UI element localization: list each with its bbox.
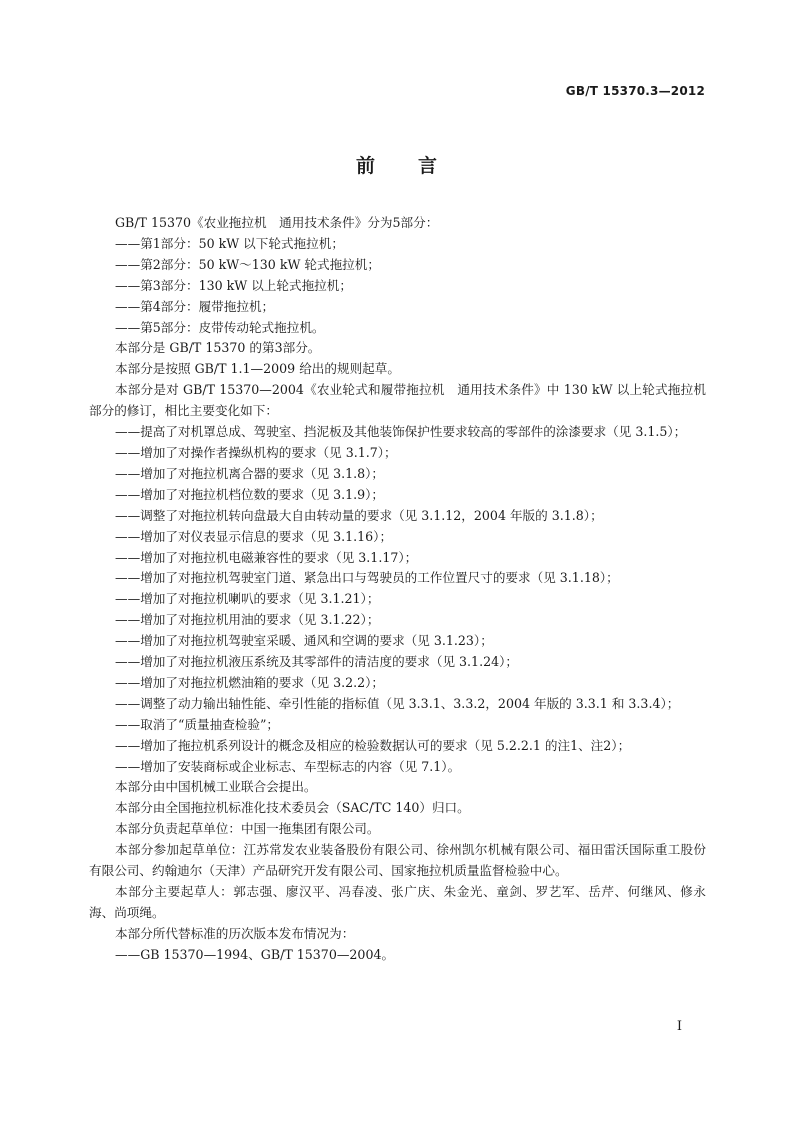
change-item: ——增加了对仪表显示信息的要求（见 3.1.16）； [115, 528, 393, 544]
title-char-1: 前 [355, 155, 376, 177]
change-item: ——调整了对拖拉机转向盘最大自由转动量的要求（见 3.1.12，2004 年版的 3.1.8）； [115, 507, 603, 523]
change-item: ——增加了对拖拉机驾驶室采暖、通风和空调的要求（见 3.1.23）； [115, 633, 493, 649]
change-item: ——增加了对拖拉机驾驶室门道、紧急出口与驾驶员的工作位置尺寸的要求（见 3.1.18）； [115, 570, 619, 586]
list-item: ——GB 15370—1994、GB/T 15370—2004。 [115, 946, 395, 962]
intro-paragraph: GB/T 15370《农业拖拉机 通用技术条件》分为5部分： [115, 215, 439, 230]
change-item: ——增加了安装商标或企业标志、车型标志的内容（见 7.1）。 [115, 758, 461, 774]
change-item: ——增加了对拖拉机离合器的要求（见 3.1.8）； [115, 465, 385, 481]
change-item: ——增加了对拖拉机档位数的要求（见 3.1.9）； [115, 486, 385, 502]
list-item: ——第5部分：皮带传动轮式拖拉机。 [115, 319, 325, 335]
paragraph: 本部分是按照 GB/T 1.1—2009 给出的规则起草。 [115, 361, 400, 377]
standard-number: GB/T 15370.3—2012 [565, 84, 705, 98]
title-char-2: 言 [418, 155, 439, 177]
paragraph: 本部分是 GB/T 15370 的第3部分。 [115, 340, 321, 356]
paragraph: 本部分主要起草人：郭志强、廖汉平、冯春凌、张广庆、朱金光、童剑、罗艺军、岳芹、何继风、修永海、尚项绳。 [89, 884, 706, 920]
page-number: I [676, 1019, 682, 1034]
paragraph: 本部分是对 GB/T 15370—2004《农业轮式和履带拖拉机 通用技术条件》中 130 kW 以上轮式拖拉机部分的修订，相比主要变化如下： [89, 382, 706, 419]
paragraph: 本部分由全国拖拉机标准化技术委员会（SAC/TC 140）归口。 [115, 800, 470, 816]
change-item: ——增加了对拖拉机喇叭的要求（见 3.1.21）； [115, 591, 380, 607]
list-item: ——第3部分：130 kW 以上轮式拖拉机； [115, 277, 352, 293]
change-item: ——增加了对操作者操纵机构的要求（见 3.1.7）； [115, 444, 397, 460]
foreword-body [89, 213, 706, 966]
change-item: ——增加了对拖拉机液压系统及其零部件的清洁度的要求（见 3.1.24）； [115, 654, 518, 670]
page-title [0, 151, 794, 178]
change-item: ——调整了动力输出轴性能、牵引性能的指标值（见 3.3.1、3.3.2，2004 年版的 3.3.1 和 3.3.4）； [115, 695, 680, 711]
change-item: ——取消了“质量抽查检验”； [115, 716, 280, 732]
change-item: ——增加了拖拉机系列设计的概念及相应的检验数据认可的要求（见 5.2.2.1 的注1、注2）； [115, 737, 631, 753]
paragraph: 本部分由中国机械工业联合会提出。 [115, 779, 317, 795]
change-item: ——增加了对拖拉机用油的要求（见 3.1.22）； [115, 612, 380, 628]
paragraph: 本部分所代替标准的历次版本发布情况为： [115, 925, 355, 941]
list-item: ——第1部分：50 kW 以下轮式拖拉机； [115, 235, 344, 251]
list-item: ——第4部分：履带拖拉机； [115, 298, 275, 314]
change-item: ——提高了对机罩总成、驾驶室、挡泥板及其他装饰保护性要求较高的零部件的涂漆要求（见 3.1.5）； [115, 424, 687, 440]
paragraph: 本部分参加起草单位：江苏常发农业装备股份有限公司、徐州凯尔机械有限公司、福田雷沃国际重工股份有限公司、约翰迪尔（天津）产品研究开发有限公司、国家拖拉机质量监督检验中心。 [89, 842, 706, 879]
change-item: ——增加了对拖拉机电磁兼容性的要求（见 3.1.17）； [115, 549, 418, 565]
list-item: ——第2部分：50 kW～130 kW 轮式拖拉机； [115, 256, 380, 272]
paragraph: 本部分负责起草单位：中国一拖集团有限公司。 [115, 821, 380, 837]
change-item: ——增加了对拖拉机燃油箱的要求（见 3.2.2）； [115, 674, 385, 690]
